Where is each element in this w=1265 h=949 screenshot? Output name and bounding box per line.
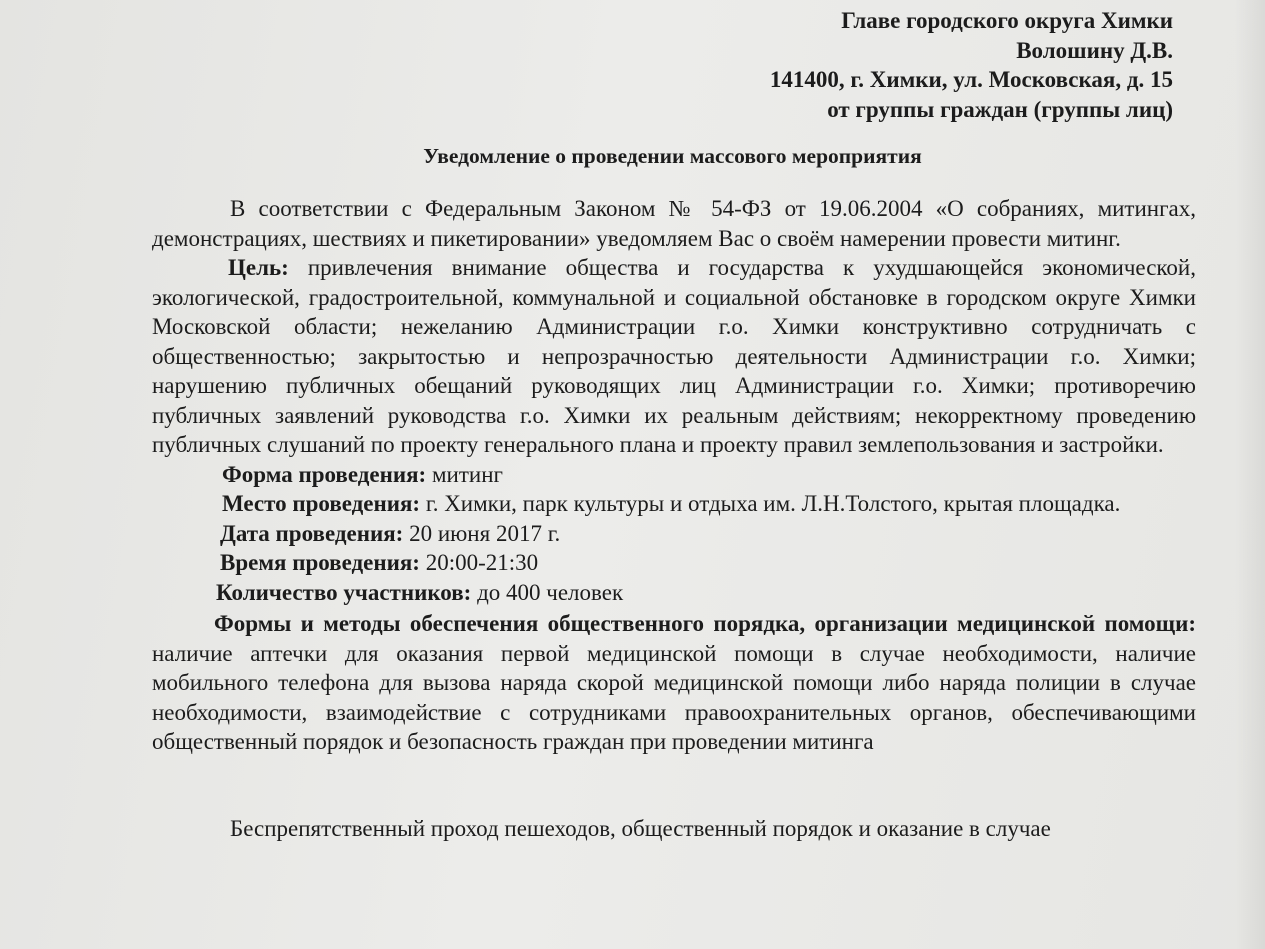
participants-line <box>152 578 1196 608</box>
time-value: 20:00-21:30 <box>419 550 539 575</box>
date-label: Дата проведения: <box>220 520 404 546</box>
time-line <box>152 548 1196 578</box>
intro-paragraph: В соответствии с Федеральным Законом № 54-ФЗ от 19.06.2004 «О собраниях, митингах, демонстрациях, шествиях и пикетировании» уведомляем Вас о своём намерении провести митинг. <box>152 196 1196 251</box>
goal-paragraph <box>152 253 1196 460</box>
date-value: 20 июня 2017 г. <box>403 520 561 546</box>
closing-paragraph: Беспрепятственный проход пешеходов, общественный порядок и оказание в случае <box>230 815 1051 841</box>
time-label: Время проведения: <box>220 550 420 575</box>
addressee-address: 141400, г. Химки, ул. Московская, д. 15 <box>769 67 1173 92</box>
place-paragraph <box>152 489 1196 519</box>
addressee-line: Главе городского округа Химки <box>841 8 1173 33</box>
form-value: митинг <box>426 461 503 487</box>
addressee-line: Волошину Д.В. <box>1016 37 1173 63</box>
methods-paragraph <box>152 609 1196 757</box>
participants-value: до 400 человек <box>471 579 624 605</box>
form-label: Форма проведения: <box>222 461 427 487</box>
place-label: Место проведения: <box>222 491 421 516</box>
date-line <box>152 519 1196 549</box>
goal-text: привлечения внимание общества и государства к ухудшающейся экономической, экологической, градостроительной, коммунальной и социальной обстановке в городском округе Химки Московской области; нежеланию Администрации г.о. Химки конструктивно сотрудничать с общественностью; закрытостью и непрозрачностью деятельности Администрации г.о. Химки; нарушению публичных обещаний руководящих лиц Администрации г.о. Химки; противоречию публичных заявлений руководства г.о. Химки их реальным действиям; некорректному проведению публичных слушаний по проекту генерального плана и проекту правил землепользования и застройки. <box>152 255 1196 457</box>
paragraph-gap <box>152 757 1196 814</box>
addressee-block <box>770 6 1173 124</box>
goal-label: Цель: <box>228 255 289 280</box>
participants-label: Количество участников: <box>216 579 472 605</box>
document-body <box>152 194 1196 843</box>
form-line <box>152 460 1196 490</box>
addressee-sender: от группы граждан (группы лиц) <box>827 96 1173 122</box>
place-value: г. Химки, парк культуры и отдыха им. Л.Н.Толстого, крытая площадка. <box>420 491 1121 516</box>
methods-label: Формы и методы обеспечения общественного порядка, организации медицинской помощи: <box>214 611 1196 636</box>
document-title: Уведомление о проведении массового мероприятия <box>423 144 922 168</box>
methods-text: наличие аптечки для оказания первой медицинской помощи в случае необходимости, наличие мобильного телефона для вызова наряда скорой медицинской помощи либо наряда полиции в случае необходимости, взаимодействие с сотрудниками правоохранительных органов, обеспечивающими общественный порядок и безопасность граждан при проведении митинга <box>152 640 1196 754</box>
